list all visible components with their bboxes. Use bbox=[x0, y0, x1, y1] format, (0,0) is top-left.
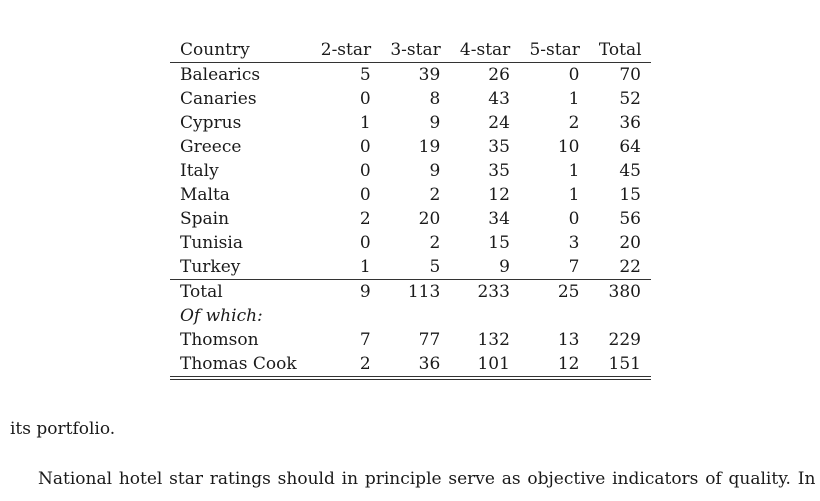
table-row bbox=[170, 328, 651, 352]
hotel-star-table-container bbox=[170, 38, 651, 380]
cell-3-star: 5 bbox=[429, 257, 441, 277]
cell-4-star: 12 bbox=[488, 185, 510, 205]
header-3-star: 3-star bbox=[381, 38, 451, 63]
cell-2-star: 0 bbox=[359, 137, 371, 157]
cell-country: Spain bbox=[180, 209, 230, 229]
hotel-star-table bbox=[170, 38, 651, 380]
cell-country: Canaries bbox=[180, 89, 257, 109]
table-row bbox=[170, 352, 651, 378]
subheading-row bbox=[170, 304, 651, 328]
cell-5-star: 7 bbox=[568, 257, 580, 277]
paragraph-fragment: its portfolio. bbox=[10, 419, 116, 439]
cell-5-star: 3 bbox=[568, 233, 580, 253]
cell-total: 45 bbox=[619, 161, 641, 181]
cell-3-star: 2 bbox=[429, 233, 441, 253]
cell-4-star: 35 bbox=[488, 161, 510, 181]
header-country: Country bbox=[170, 38, 311, 63]
cell-operator: Thomas Cook bbox=[170, 352, 311, 378]
table-row bbox=[170, 183, 651, 207]
cell-country: Turkey bbox=[180, 257, 241, 277]
header-total: Total bbox=[589, 38, 651, 63]
cell-3-star: 8 bbox=[429, 89, 441, 109]
cell-2-star: 9 bbox=[311, 280, 381, 305]
cell-2-star: 2 bbox=[359, 209, 371, 229]
cell-5-star: 2 bbox=[568, 113, 580, 133]
cell-3-star: 39 bbox=[418, 65, 441, 85]
table-row bbox=[170, 111, 651, 135]
cell-4-star: 35 bbox=[488, 137, 510, 157]
cell-4-star: 233 bbox=[450, 280, 520, 305]
cell-4-star: 24 bbox=[488, 113, 510, 133]
table-row bbox=[170, 159, 651, 183]
table-header-row bbox=[170, 38, 651, 63]
table-row bbox=[170, 87, 651, 111]
cell-5-star: 10 bbox=[557, 137, 580, 157]
cell-country: Tunisia bbox=[180, 233, 243, 253]
table-row bbox=[170, 255, 651, 280]
cell-4-star: 101 bbox=[450, 352, 520, 378]
cell-2-star: 2 bbox=[311, 352, 381, 378]
cell-3-star: 77 bbox=[418, 330, 441, 350]
cell-2-star: 1 bbox=[359, 257, 371, 277]
cell-total: 15 bbox=[619, 185, 641, 205]
cell-total: 64 bbox=[619, 137, 641, 157]
table-row bbox=[170, 231, 651, 255]
table-row bbox=[170, 63, 651, 88]
cell-5-star: 12 bbox=[520, 352, 590, 378]
cell-2-star: 5 bbox=[359, 65, 371, 85]
cell-2-star: 7 bbox=[359, 330, 371, 350]
cell-total-label: Total bbox=[170, 280, 311, 305]
cell-total: 70 bbox=[619, 65, 641, 85]
cell-5-star: 1 bbox=[568, 185, 580, 205]
total-row bbox=[170, 280, 651, 305]
cell-country: Greece bbox=[180, 137, 242, 157]
cell-country: Balearics bbox=[180, 65, 261, 85]
cell-4-star: 132 bbox=[477, 330, 510, 350]
cell-3-star: 113 bbox=[381, 280, 451, 305]
cell-2-star: 0 bbox=[359, 161, 371, 181]
header-4-star: 4-star bbox=[450, 38, 520, 63]
cell-4-star: 26 bbox=[488, 65, 510, 85]
cell-total: 380 bbox=[589, 280, 651, 305]
cell-3-star: 9 bbox=[429, 161, 441, 181]
cell-country: Malta bbox=[180, 185, 230, 205]
cell-4-star: 9 bbox=[499, 257, 510, 277]
cell-2-star: 0 bbox=[359, 89, 371, 109]
cell-2-star: 0 bbox=[359, 233, 371, 253]
cell-total: 20 bbox=[619, 233, 641, 253]
header-2-star: 2-star bbox=[311, 38, 381, 63]
cell-total: 229 bbox=[608, 330, 641, 350]
cell-3-star: 36 bbox=[381, 352, 451, 378]
country-rows bbox=[170, 63, 651, 280]
cell-4-star: 34 bbox=[488, 209, 510, 229]
cell-5-star: 1 bbox=[568, 89, 580, 109]
cell-3-star: 2 bbox=[429, 185, 441, 205]
cell-3-star: 20 bbox=[418, 209, 441, 229]
cell-country: Cyprus bbox=[180, 113, 242, 133]
cell-total: 56 bbox=[619, 209, 641, 229]
table-row bbox=[170, 207, 651, 231]
cell-3-star: 9 bbox=[429, 113, 441, 133]
cell-2-star: 1 bbox=[359, 113, 371, 133]
cell-4-star: 43 bbox=[488, 89, 510, 109]
cell-5-star: 0 bbox=[568, 209, 580, 229]
cell-total: 22 bbox=[619, 257, 641, 277]
cell-5-star: 25 bbox=[520, 280, 590, 305]
header-5-star: 5-star bbox=[520, 38, 590, 63]
paragraph-start: National hotel star ratings should in principle serve as objective indicators of quality. In bbox=[38, 469, 816, 489]
table-row bbox=[170, 135, 651, 159]
cell-country: Italy bbox=[180, 161, 219, 181]
summary-rows bbox=[170, 280, 651, 379]
cell-5-star: 0 bbox=[568, 65, 580, 85]
cell-total: 151 bbox=[589, 352, 651, 378]
subheading-of-which: Of which: bbox=[180, 306, 263, 326]
cell-4-star: 15 bbox=[488, 233, 510, 253]
cell-5-star: 1 bbox=[568, 161, 580, 181]
cell-3-star: 19 bbox=[418, 137, 441, 157]
cell-total: 36 bbox=[619, 113, 641, 133]
cell-total: 52 bbox=[619, 89, 641, 109]
cell-2-star: 0 bbox=[359, 185, 371, 205]
cell-5-star: 13 bbox=[557, 330, 580, 350]
cell-operator: Thomson bbox=[180, 330, 259, 350]
